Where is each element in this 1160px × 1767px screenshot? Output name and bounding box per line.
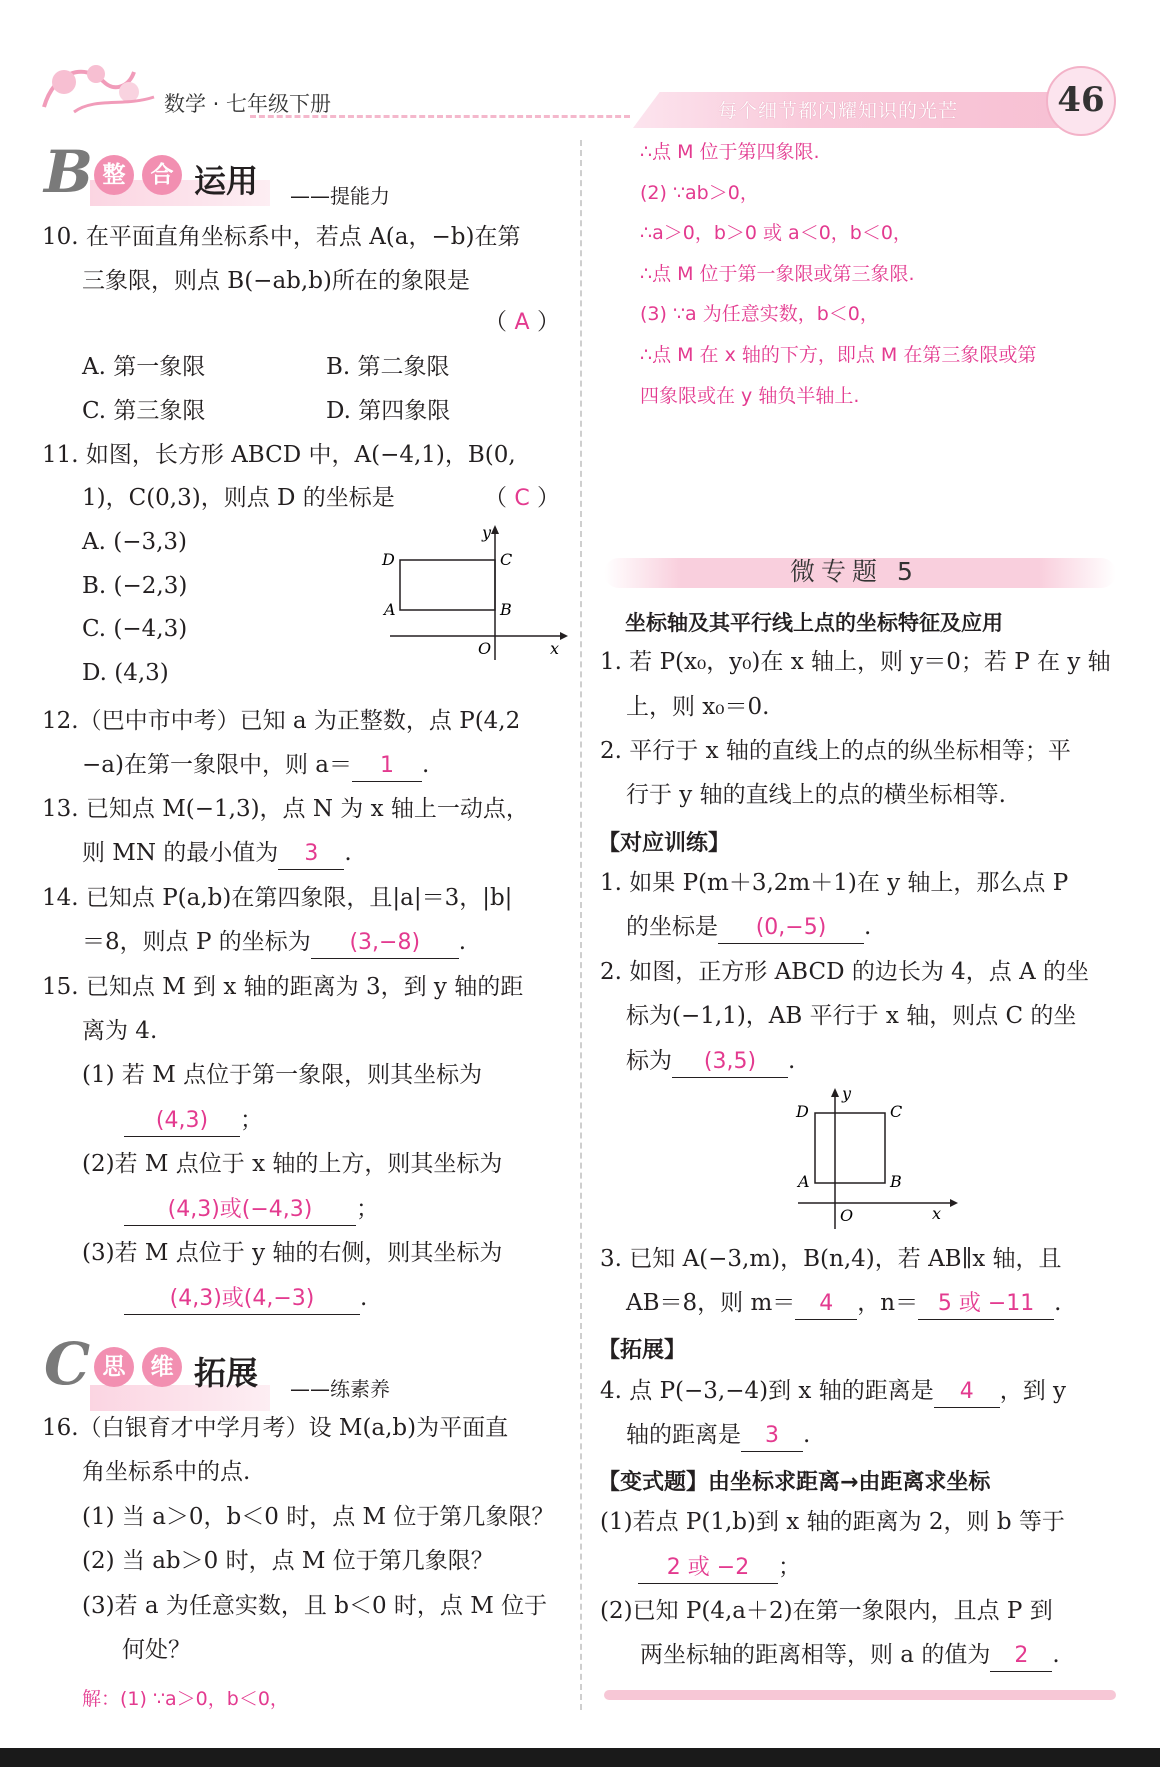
q16-part2: (2) 当 ab＞0 时，点 M 位于第几象限？ — [82, 1548, 494, 1574]
train2-line2: 标为(−1,1)，AB 平行于 x 轴，则点 C 的坐 — [626, 1003, 1077, 1029]
fig1-label-c: C — [500, 550, 513, 569]
solution-line3: ∴a＞0，b＞0 或 a＜0，b＜0， — [640, 222, 912, 244]
q11-option-c: C. (−4,3) — [82, 616, 188, 642]
variant2-line2: 两坐标轴的距离相等，则 a 的值为 2 . — [640, 1640, 1060, 1672]
q15-answer3: (4,3)或(4,−3) — [169, 1286, 315, 1311]
micro-rule1-line2: 上，则 x₀＝0. — [626, 694, 770, 720]
q15-part1-answer-line: (4,3) ； — [124, 1105, 263, 1137]
q16-part1: (1) 当 a＞0，b＜0 时，点 M 位于第几象限？ — [82, 1504, 555, 1530]
q15-part1: (1) 若 M 点位于第一象限，则其坐标为 — [82, 1062, 483, 1088]
micro-rule2-line2: 行于 y 轴的直线上的点的横坐标相等. — [626, 782, 1006, 808]
train2-line1: 2. 如图，正方形 ABCD 的边长为 4，点 A 的坐 — [600, 959, 1090, 985]
fig1-label-x: x — [550, 639, 560, 658]
column-divider — [580, 140, 582, 1710]
q13-line2: 则 MN 的最小值为 3 . — [82, 838, 352, 870]
section-c-letter: C — [44, 1330, 91, 1398]
train3-line1: 3. 已知 A(−3,m)，B(n,4)，若 AB∥x 轴，且 — [600, 1246, 1062, 1272]
q15-part2-answer-line: (4,3)或(−4,3) ； — [124, 1194, 379, 1226]
train4-line1: 4. 点 P(−3,−4)到 x 轴的距离是 4 ，到 y — [600, 1376, 1066, 1408]
q11-answer: C — [514, 486, 530, 511]
section-end-bar — [604, 1690, 1116, 1700]
fig2-label-o: O — [840, 1206, 854, 1225]
variant1-answer: 2 或 −2 — [666, 1555, 750, 1580]
q16-line2: 角坐标系中的点. — [82, 1459, 251, 1485]
q11-option-d: D. (4,3) — [82, 660, 169, 686]
q14-line2: ＝8，则点 P 的坐标为 (3,−8) . — [82, 927, 466, 959]
q14-answer: (3,−8) — [349, 930, 421, 955]
decorative-flourish-icon — [34, 52, 164, 122]
section-b-char1: 整 — [94, 155, 134, 195]
variant-heading: 【变式题】由坐标求距离→由距离求坐标 — [598, 1470, 991, 1495]
solution-line1: ∴点 M 位于第四象限. — [640, 141, 820, 163]
q16-line1: 16.（白银育才中学月考）设 M(a,b)为平面直 — [42, 1415, 509, 1441]
q11-option-b: B. (−2,3) — [82, 573, 188, 599]
section-b-subtitle: ——提能力 — [290, 184, 390, 208]
page-number: 46 — [1046, 66, 1116, 136]
q15-part3: (3)若 M 点位于 y 轴的右侧，则其坐标为 — [82, 1240, 503, 1266]
fig1-label-b: B — [500, 600, 512, 619]
q11-line2: 1)，C(0,3)，则点 D 的坐标是 — [82, 485, 395, 511]
micro-rule1-line1: 1. 若 P(x₀，y₀)在 x 轴上，则 y＝0；若 P 在 y 轴 — [600, 649, 1111, 675]
fig1-label-o: O — [478, 639, 492, 658]
page-bottom-edge — [0, 1748, 1160, 1767]
train3-line2: AB＝8，则 m＝ 4 ，n＝ 5 或 −11 . — [626, 1288, 1061, 1320]
header-divider — [250, 115, 630, 118]
fig2-label-d: D — [796, 1102, 809, 1121]
book-title: 数学 · 七年级下册 — [164, 92, 332, 116]
q10-line2: 三象限，则点 B(−ab,b)所在的象限是 — [82, 268, 470, 294]
fig2-x-arrow — [950, 1199, 958, 1207]
train4-answer2: 3 — [765, 1423, 779, 1448]
q10-option-b: B. 第二象限 — [326, 354, 450, 380]
rectangle-figure — [370, 520, 570, 665]
train1-answer: (0,−5) — [755, 915, 827, 940]
fig2-label-y: y — [842, 1084, 852, 1103]
section-b-title: 运用 — [194, 162, 259, 200]
solution-line5: (3) ∵a 为任意实数，b＜0， — [640, 303, 879, 325]
solution-line7: 四象限或在 y 轴负半轴上. — [640, 385, 860, 407]
train1-line2: 的坐标是 (0,−5) . — [626, 912, 871, 944]
q15-answer2: (4,3)或(−4,3) — [167, 1197, 313, 1222]
q11-line1: 11. 如图，长方形 ABCD 中，A(−4,1)，B(0, — [42, 442, 516, 468]
fig2-y-arrow — [831, 1088, 839, 1097]
q10-answer-paren: （ A ） — [484, 307, 560, 338]
q11-option-a: A. (−3,3) — [82, 529, 188, 555]
training-heading: 【对应训练】 — [598, 831, 731, 856]
variant2-line1: (2)已知 P(4,a＋2)在第一象限内，且点 P 到 — [600, 1598, 1053, 1624]
q13-answer: 3 — [304, 841, 319, 866]
train4-answer1: 4 — [959, 1379, 974, 1404]
solution-line6: ∴点 M 在 x 轴的下方，即点 M 在第三象限或第 — [640, 344, 1037, 366]
q15-part3-answer-line: (4,3)或(4,−3) . — [124, 1283, 367, 1315]
q12-line2: −a)在第一象限中，则 a＝ 1 . — [82, 750, 429, 782]
fig1-rectangle — [400, 560, 495, 610]
q13-line1: 13. 已知点 M(−1,3)，点 N 为 x 轴上一动点， — [42, 796, 529, 822]
variant1-line2: 2 或 −2 ； — [638, 1552, 801, 1584]
q15-part2: (2)若 M 点位于 x 轴的上方，则其坐标为 — [82, 1151, 503, 1177]
train4-line2: 轴的距离是 3 . — [626, 1420, 810, 1452]
fig2-square — [815, 1113, 885, 1183]
section-c-char1: 思 — [94, 1347, 134, 1387]
micro-topic-title: 微专题 5 — [790, 557, 919, 586]
train2-answer: (3,5) — [703, 1049, 757, 1074]
train2-line3: 标为 (3,5) . — [626, 1046, 795, 1078]
fig1-label-y: y — [482, 523, 492, 542]
q10-line1: 10. 在平面直角坐标系中，若点 A(a，−b)在第 — [42, 224, 521, 250]
q16-part3: (3)若 a 为任意实数，且 b＜0 时，点 M 位于 — [82, 1593, 548, 1619]
fig2-label-a: A — [798, 1172, 810, 1191]
q10-option-c: C. 第三象限 — [82, 398, 206, 424]
fig2-label-b: B — [890, 1172, 902, 1191]
q10-option-d: D. 第四象限 — [326, 398, 451, 424]
solution-line2: (2) ∵ab＞0， — [640, 182, 759, 204]
section-c-title: 拓展 — [194, 1354, 259, 1392]
motto-text: 每个细节都闪耀知识的光芒 — [718, 100, 959, 122]
fig1-label-d: D — [382, 550, 395, 569]
q16-solution-start: 解：(1) ∵a＞0，b＜0， — [82, 1688, 289, 1710]
train3-answer-m: 4 — [819, 1291, 834, 1316]
micro-rule2-line1: 2. 平行于 x 轴的直线上的点的纵坐标相等；平 — [600, 738, 1071, 764]
q12-line1: 12.（巴中市中考）已知 a 为正整数，点 P(4,2 — [42, 708, 521, 734]
variant1-line1: (1)若点 P(1,b)到 x 轴的距离为 2，则 b 等于 — [600, 1509, 1065, 1535]
q11-answer-paren: （ C ） — [484, 483, 560, 514]
variant2-answer: 2 — [1014, 1643, 1029, 1668]
q16-part3-cont: 何处？ — [122, 1637, 191, 1663]
fig1-label-a: A — [384, 600, 396, 619]
train3-answer-n: 5 或 −11 — [937, 1291, 1035, 1316]
q10-answer: A — [514, 310, 530, 335]
train1-line1: 1. 如果 P(m＋3,2m＋1)在 y 轴上，那么点 P — [600, 870, 1069, 896]
square-figure — [790, 1083, 960, 1233]
fig1-x-arrow — [560, 632, 568, 640]
fig2-label-x: x — [932, 1204, 942, 1223]
micro-topic-subtitle: 坐标轴及其平行线上点的坐标特征及应用 — [625, 611, 1003, 635]
solution-line4: ∴点 M 位于第一象限或第三象限. — [640, 263, 915, 285]
fig2-label-c: C — [890, 1102, 903, 1121]
q12-answer: 1 — [379, 753, 394, 778]
q15-answer1: (4,3) — [155, 1108, 209, 1133]
fig1-y-arrow — [491, 525, 499, 534]
section-c-char2: 维 — [142, 1347, 182, 1387]
section-c-subtitle: ——练素养 — [290, 1377, 390, 1401]
q14-line1: 14. 已知点 P(a,b)在第四象限，且|a|＝3，|b| — [42, 885, 513, 911]
q15-line1: 15. 已知点 M 到 x 轴的距离为 3，到 y 轴的距 — [42, 974, 524, 1000]
section-b-letter: B — [44, 138, 94, 206]
extension-heading: 【拓展】 — [598, 1338, 687, 1363]
section-b-char2: 合 — [142, 155, 182, 195]
q15-line2: 离为 4. — [82, 1018, 158, 1044]
q10-option-a: A. 第一象限 — [82, 354, 206, 380]
